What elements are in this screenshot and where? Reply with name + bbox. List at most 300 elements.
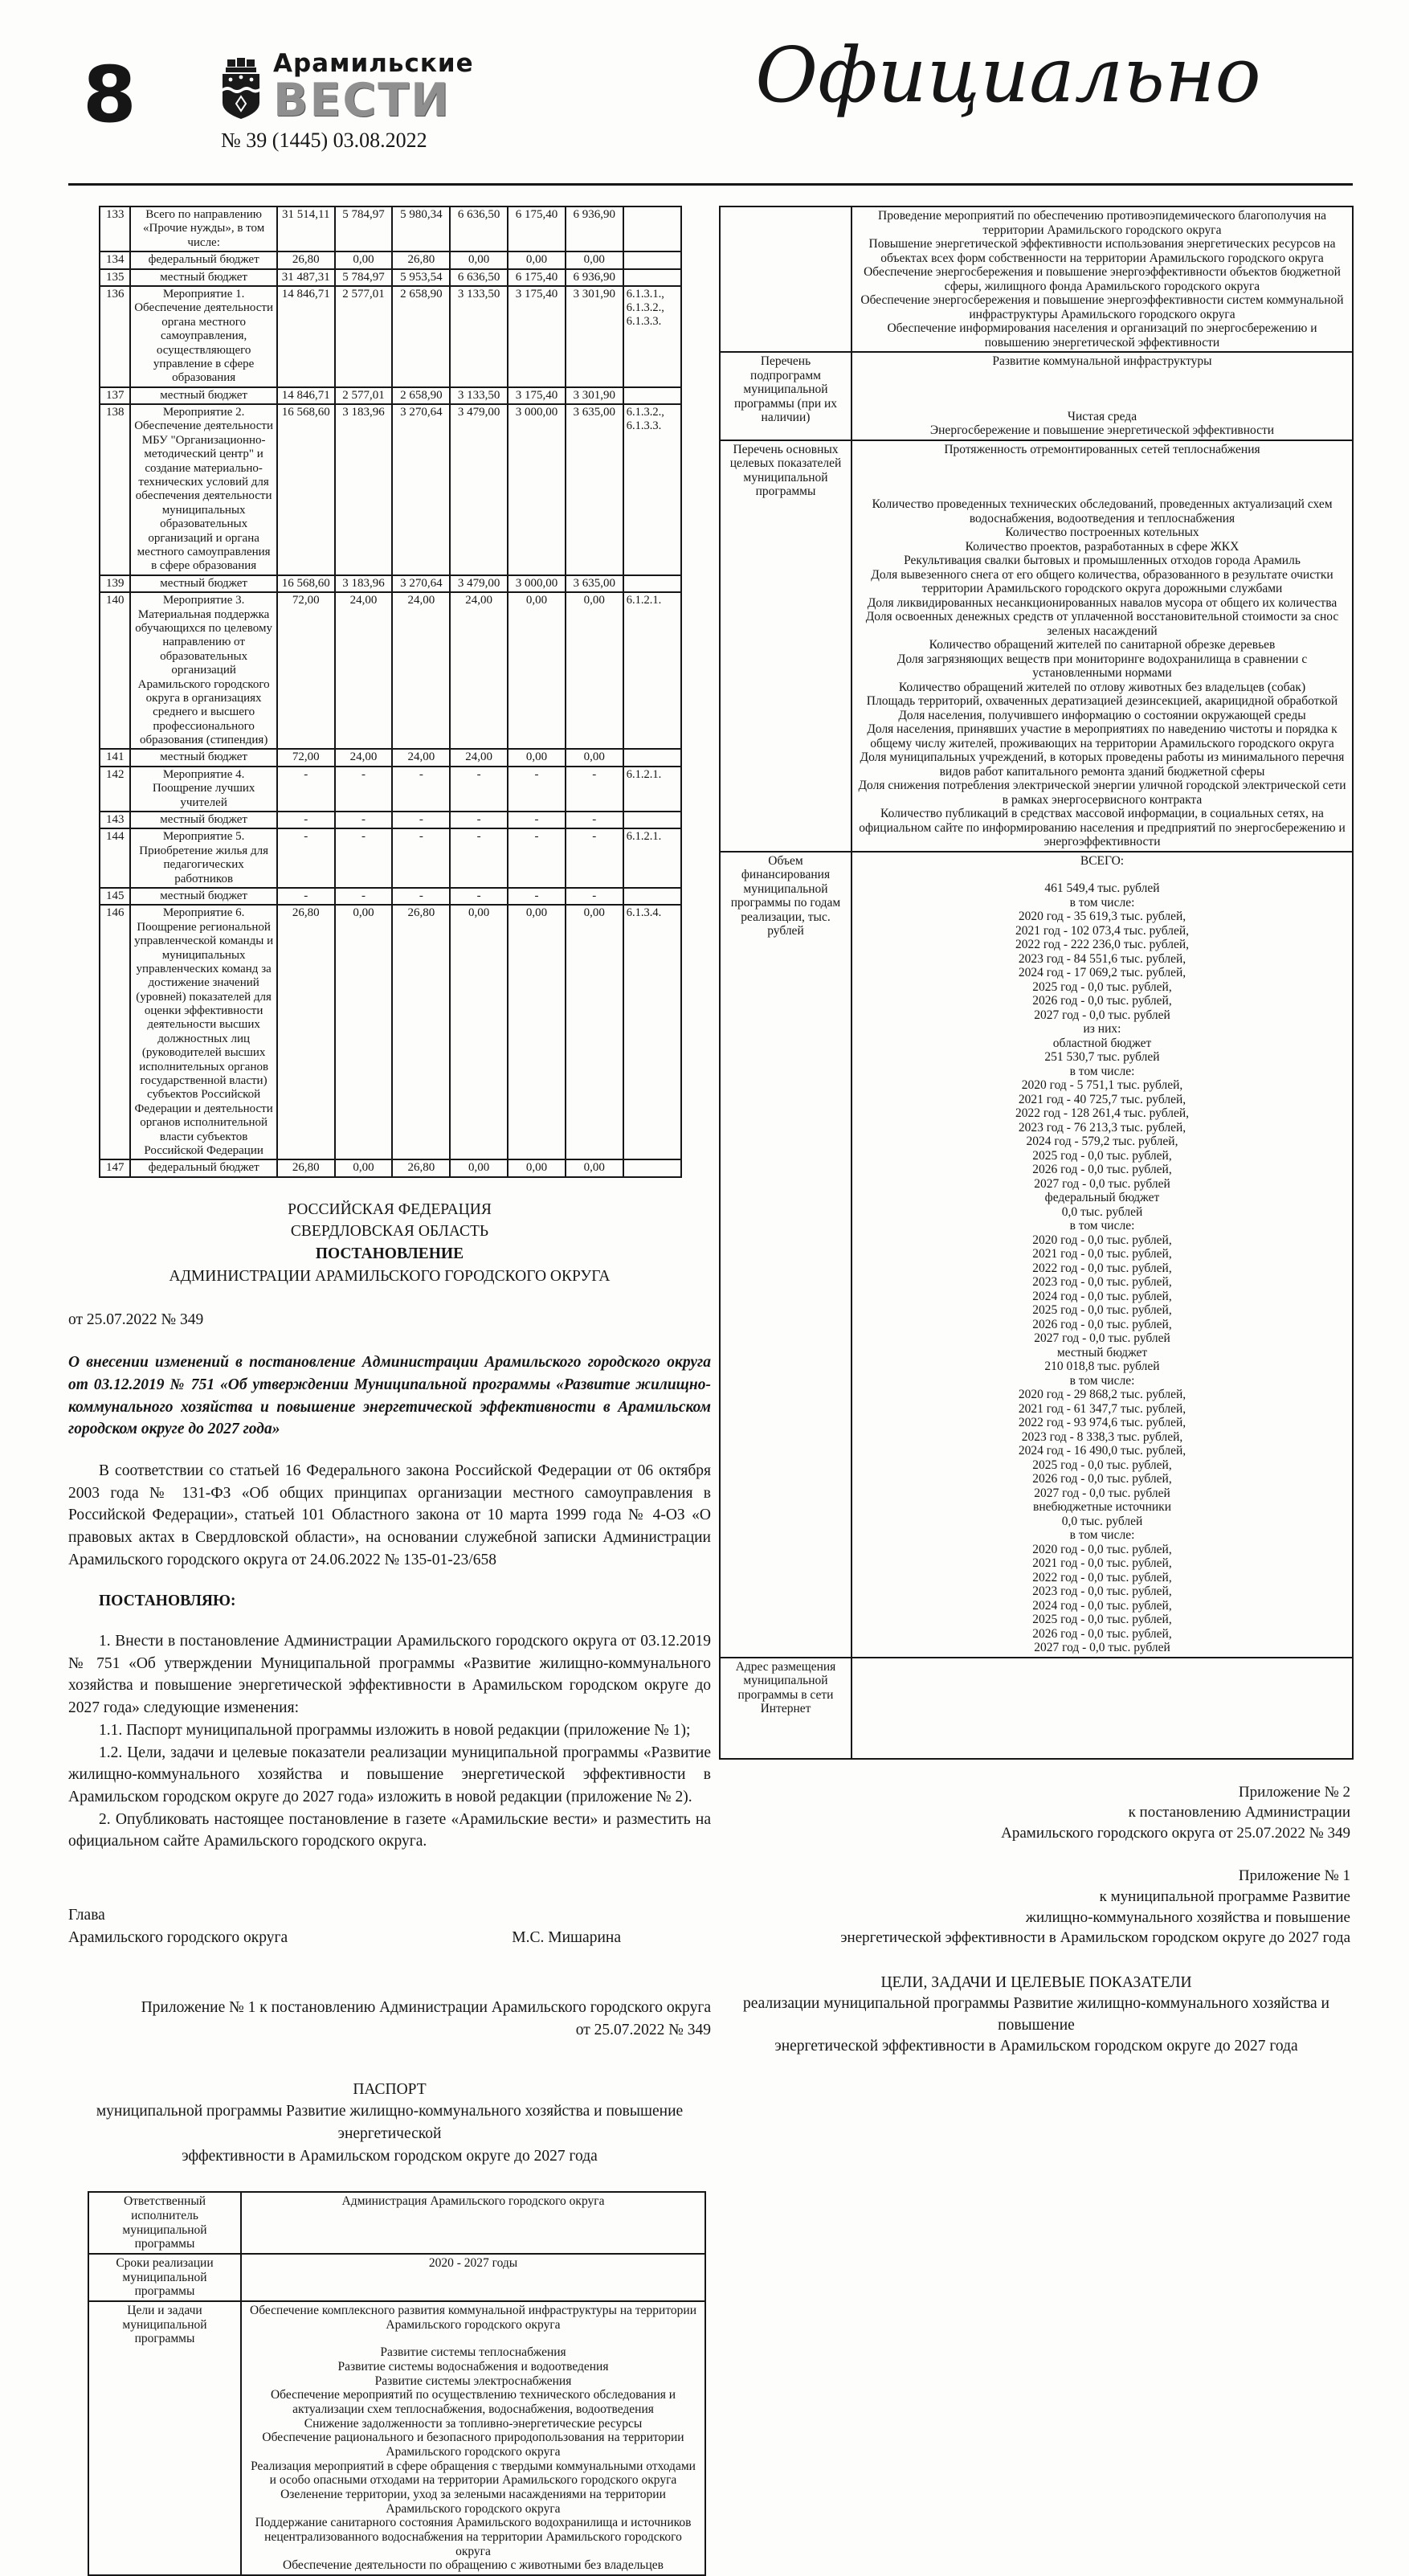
goal-item: Обеспечение энергосбережения и повышение энергоэффективности объектов бюджетной сферы, жилищного фонда Арамильского городского округа	[864, 265, 1341, 293]
value-cell: -	[566, 812, 623, 828]
financing-line: ВСЕГО:	[1080, 853, 1125, 868]
row-description-cell: местный бюджет	[130, 269, 276, 286]
goal-item: Проведение мероприятий по обеспечению противоэпидемического благополучия на территории Арамильского городского округа	[878, 209, 1326, 237]
financing-line: 2025 год - 0,0 тыс. рублей,	[1032, 979, 1172, 994]
value-cell: 0,00	[335, 905, 393, 1159]
financing-line: 2027 год - 0,0 тыс. рублей	[1034, 1641, 1170, 1654]
goals-heading	[719, 1973, 1354, 2057]
value-cell: 72,00	[277, 592, 335, 749]
value-cell: 24,00	[450, 592, 508, 749]
row-description-cell: местный бюджет	[130, 749, 276, 766]
indicator-item: Количество обращений жителей по отлову животных без владельцев (собак)	[898, 680, 1306, 694]
value-cell: 5 784,97	[335, 269, 393, 286]
table-row	[100, 749, 681, 766]
label-cell: Адрес размещения муниципальной программы в сети Интернет	[720, 1658, 852, 1759]
row-description-cell: Мероприятие 6. Поощрение региональной управленческой команды и муниципальных управленческих команд за достижение значений (уровней) показателей для оценки эффективности деятельности высших должностных лиц (руководителей высших исполнительных органов государственной власти) субъектов Российской Федерации и деятельности органов исполнительной власти субъектов Российской Федерации	[130, 905, 276, 1159]
value-cell: -	[277, 767, 335, 812]
financing-line: 2020 год - 0,0 тыс. рублей,	[1032, 1542, 1172, 1556]
value-cell: 0,00	[450, 251, 508, 268]
indicator-item: Количество обращений жителей по санитарной обрезке деревьев	[929, 638, 1276, 652]
financing-line: 2025 год - 0,0 тыс. рублей,	[1032, 1613, 1172, 1626]
row-number-cell: 135	[100, 269, 130, 286]
value-cell: 5 953,54	[392, 269, 450, 286]
code-cell	[623, 749, 681, 766]
goal-item: Озеленение территории, уход за зелеными насаждениями на территории Арамильского городского округа	[280, 2487, 666, 2516]
row-number-cell: 136	[100, 286, 130, 387]
goal-item: Обеспечение энергосбережения и повышение энергоэффективности систем коммунальной инфраструктуры Арамильского городского округа	[860, 293, 1344, 321]
subprogram-item	[857, 382, 1347, 396]
value-cell: 2 658,90	[392, 387, 450, 404]
financing-line: 2026 год - 0,0 тыс. рублей,	[1032, 1472, 1172, 1486]
newspaper-name-top: Арамильские	[273, 49, 474, 78]
financing-line: 2022 год - 0,0 тыс. рублей,	[1032, 1261, 1172, 1275]
row-number-cell: 147	[100, 1159, 130, 1176]
row-number-cell: 139	[100, 575, 130, 592]
page-content	[68, 206, 1354, 2576]
code-cell: 6.1.2.1.	[623, 767, 681, 812]
financing-line: 251 530,7 тыс. рублей	[1044, 1050, 1160, 1064]
row-number-cell: 137	[100, 387, 130, 404]
subprogram-item: Энергосбережение и повышение энергетической эффективности	[929, 423, 1275, 437]
label-cell: Объем финансирования муниципальной программы по годам реализации, тыс. рублей	[720, 852, 852, 1658]
code-cell	[623, 251, 681, 268]
passport-subheading: муниципальной программы Развитие жилищно-коммунального хозяйства и повышение энергетической эффективности в Арамильском городском округе до 2027 года	[96, 2103, 684, 2165]
value-cell: 2020 - 2027 годы	[241, 2254, 705, 2301]
value-cell: 0,00	[508, 1159, 566, 1176]
code-cell: 6.1.2.1.	[623, 828, 681, 888]
value-cell: 26,80	[277, 905, 335, 1159]
authority-line: АДМИНИСТРАЦИИ АРАМИЛЬСКОГО ГОРОДСКОГО ОКРУГА	[169, 1267, 611, 1285]
resolution-document	[68, 1199, 711, 2168]
code-cell: 6.1.2.1.	[623, 592, 681, 749]
financing-line: 2022 год - 128 261,4 тыс. рублей,	[1015, 1106, 1190, 1120]
financing-line: 2023 год - 8 338,3 тыс. рублей,	[1021, 1429, 1183, 1444]
indicator-item: Протяженность отремонтированных сетей теплоснабжения	[944, 442, 1260, 456]
value-cell: -	[335, 828, 393, 888]
value-cell: 3 270,64	[392, 575, 450, 592]
newspaper-logo	[273, 49, 474, 127]
value-cell: -	[335, 812, 393, 828]
goal-item: Обеспечение деятельности по обращению с животными без владельцев	[283, 2558, 664, 2573]
row-description-cell: местный бюджет	[130, 387, 276, 404]
financing-line: 2027 год - 0,0 тыс. рублей	[1034, 1008, 1170, 1022]
indicator-item	[857, 470, 1347, 484]
value-cell: -	[450, 812, 508, 828]
value-cell: 3 635,00	[566, 575, 623, 592]
indicator-item: Доля населения, принявших участие в мероприятиях по наведению чистоты и порядка к общему числу жителей, проживающих на территории Арамильского городского округа	[867, 722, 1338, 750]
coat-of-arms-icon	[219, 58, 263, 123]
label-cell: Перечень подпрограмм муниципальной программы (при их наличии)	[720, 352, 852, 440]
decree-word: ПОСТАНОВЛЯЮ:	[99, 1593, 236, 1610]
financing-line: 2020 год - 35 619,3 тыс. рублей,	[1018, 910, 1186, 923]
financing-line: в том числе:	[1069, 1219, 1135, 1233]
newspaper-name-bottom: ВЕСТИ	[273, 74, 451, 127]
financing-line: в том числе:	[1069, 1064, 1135, 1078]
value-cell: 16 568,60	[277, 404, 335, 575]
value-cell: 6 636,50	[450, 269, 508, 286]
value-cell: 3 183,96	[335, 404, 393, 575]
value-cell: 3 175,40	[508, 387, 566, 404]
financing-line: 2026 год - 0,0 тыс. рублей,	[1032, 994, 1172, 1008]
value-cell: 0,00	[450, 1159, 508, 1176]
financing-line: 2024 год - 0,0 тыс. рублей,	[1032, 1598, 1172, 1613]
financing-line: 2026 год - 0,0 тыс. рублей,	[1032, 1163, 1172, 1176]
row-description-cell: Мероприятие 2. Обеспечение деятельности МБУ "Организационно-методический центр" и создание материально-технических условий для обеспечения деятельности муниципальных образовательных организаций и органа местного самоуправления в сфере образования	[130, 404, 276, 575]
value-cell	[852, 206, 1353, 352]
goal-item: Обеспечение рационального и безопасного природопользования на территории Арамильского городского округа	[262, 2431, 684, 2459]
indicator-item: Доля муниципальных учреждений, в которых проведены работы из минимального перечня видов работ капитального ремонта зданий бюджетной сферы	[860, 750, 1345, 779]
table-row	[720, 206, 1353, 352]
indicator-item: Доля загрязняющих веществ при мониторинге водохранилища в сравнении с установленными нормами	[896, 652, 1308, 680]
row-description-cell: Мероприятие 5. Приобретение жилья для педагогических работников	[130, 828, 276, 888]
masthead	[68, 31, 1353, 182]
financing-line: 2020 год - 0,0 тыс. рублей,	[1032, 1233, 1172, 1247]
financing-line: внебюджетные источники	[1033, 1500, 1171, 1514]
value-cell: 3 133,50	[450, 387, 508, 404]
goal-item: Развитие системы теплоснабжения	[380, 2345, 566, 2360]
row-description-cell: местный бюджет	[130, 888, 276, 905]
financing-line: из них:	[1083, 1022, 1121, 1036]
value-cell: -	[508, 888, 566, 905]
table-row	[88, 2254, 705, 2301]
value-cell: 26,80	[277, 251, 335, 268]
financing-line: 2025 год - 0,0 тыс. рублей,	[1032, 1148, 1172, 1163]
row-description-cell: Мероприятие 4. Поощрение лучших учителей	[130, 767, 276, 812]
value-cell: 0,00	[566, 905, 623, 1159]
value-cell: 14 846,71	[277, 387, 335, 404]
value-cell: -	[450, 888, 508, 905]
financing-line: 2021 год - 40 725,7 тыс. рублей,	[1018, 1092, 1186, 1106]
right-column	[719, 206, 1354, 2576]
table-row	[88, 2192, 705, 2254]
subprogram-item: Чистая среда	[1067, 409, 1137, 423]
row-description-cell: Всего по направлению «Прочие нужды», в том числе:	[130, 206, 276, 251]
financing-line: 2020 год - 5 751,1 тыс. рублей,	[1021, 1078, 1183, 1092]
table-row	[720, 440, 1353, 852]
indicator-item: Количество проведенных технических обследований, проведенных актуализаций схем водоснабжения, водоотведения и теплоснабжения	[872, 497, 1333, 525]
table-row	[100, 828, 681, 888]
value-cell: -	[508, 767, 566, 812]
signer-name: М.С. Мишарина	[512, 1928, 621, 1946]
reference-line: жилищно-коммунального хозяйства и повышение	[1025, 1908, 1350, 1926]
indicator-item	[857, 484, 1347, 497]
doc-preamble: В соответствии со статьей 16 Федерального закона Российской Федерации от 06 октября 2003 года № 131-ФЗ «Об общих принципах организации местного самоуправления в Российской Федерации», статьей 101 Областного закона от 10 марта 1999 года № 4-ОЗ «О правовых актах в Свердловской области», на основании служебной записки Администрации Арамильского городского округа от 24.06.2022 № 135-01-23/658	[68, 1462, 711, 1568]
value-cell: -	[335, 767, 393, 812]
passport-table-left	[88, 2191, 706, 2575]
financing-line: 2027 год - 0,0 тыс. рублей	[1034, 1176, 1170, 1191]
financing-line: 2026 год - 0,0 тыс. рублей,	[1032, 1317, 1172, 1331]
goal-item: Обеспечение комплексного развития коммунальной инфраструктуры на территории Арамильского городского округа	[250, 2304, 696, 2332]
doc-type-line: ПОСТАНОВЛЕНИЕ	[315, 1245, 464, 1263]
decree-item: 1.2. Цели, задачи и целевые показатели реализации муниципальной программы «Развитие жилищно-коммунального хозяйства и повышение энергетической эффективности в Арамильском городском округе до 2027 года» изложить в новой редакции (приложение № 2).	[68, 1744, 711, 1805]
financing-line: 2023 год - 0,0 тыс. рублей,	[1032, 1275, 1172, 1289]
value-cell: 26,80	[392, 251, 450, 268]
financing-line: федеральный бюджет	[1044, 1191, 1160, 1204]
doc-date-line: от 25.07.2022 № 349	[68, 1310, 204, 1328]
financing-line: 0,0 тыс. рублей	[1061, 1204, 1143, 1219]
code-cell	[623, 1159, 681, 1176]
value-cell: -	[392, 828, 450, 888]
indicator-item: Доля освоенных денежных средств от уплаченной восстановительной стоимости за снос зеленых насаждений	[865, 610, 1339, 638]
value-cell: 0,00	[508, 905, 566, 1159]
row-description-cell: местный бюджет	[130, 575, 276, 592]
table-row	[100, 206, 681, 251]
value-cell: 31 487,31	[277, 269, 335, 286]
left-column	[68, 206, 711, 2576]
section-title: Официально	[755, 31, 1261, 120]
value-cell: 2 658,90	[392, 286, 450, 387]
table-row	[100, 251, 681, 268]
issue-number: № 39 (1445) 03.08.2022	[221, 129, 427, 152]
region-line: СВЕРДЛОВСКАЯ ОБЛАСТЬ	[290, 1223, 489, 1241]
value-cell-empty	[852, 1658, 1353, 1759]
row-number-cell: 140	[100, 592, 130, 749]
indicator-item: Доля вывезенного снега от его общего количества, образованного в результате очистки территории Арамильского городского округа дорожными службами	[871, 567, 1333, 595]
decree-item: 1.1. Паспорт муниципальной программы изложить в новой редакции (приложение № 1);	[99, 1721, 691, 1739]
table-row	[100, 888, 681, 905]
financing-line: 2022 год - 0,0 тыс. рублей,	[1032, 1570, 1172, 1584]
table-row	[100, 767, 681, 812]
table-row	[100, 905, 681, 1159]
financing-line: 2020 год - 29 868,2 тыс. рублей,	[1018, 1388, 1186, 1401]
financing-line: 2024 год - 0,0 тыс. рублей,	[1032, 1289, 1172, 1303]
value-cell: Администрация Арамильского городского округа	[241, 2192, 705, 2254]
indicator-item: Доля снижения потребления электрической энергии уличной городской электрической сети в рамках энергосервисного контракта	[858, 779, 1346, 807]
value-cell: 3 000,00	[508, 575, 566, 592]
value-cell: 2 577,01	[335, 387, 393, 404]
value-cell: -	[566, 888, 623, 905]
table-row	[720, 352, 1353, 440]
value-cell: -	[392, 888, 450, 905]
financing-line	[857, 868, 1347, 881]
row-number-cell: 144	[100, 828, 130, 888]
value-cell: -	[450, 828, 508, 888]
value-cell: 14 846,71	[277, 286, 335, 387]
financing-line: 2023 год - 84 551,6 тыс. рублей,	[1018, 951, 1186, 966]
value-cell: 0,00	[508, 749, 566, 766]
table-row	[100, 387, 681, 404]
value-cell: -	[277, 888, 335, 905]
indicator-item: Количество публикаций в средствах массовой информации, в социальных сетях, на официальном сайте по информированию населения и предприятий по энергосбережению и энергоэффективности	[859, 807, 1346, 848]
financing-line: в том числе:	[1069, 1528, 1135, 1542]
value-cell: 0,00	[566, 592, 623, 749]
value-cell: -	[277, 812, 335, 828]
value-cell: 6 936,90	[566, 206, 623, 251]
value-cell: 0,00	[566, 749, 623, 766]
value-cell: 6 636,50	[450, 206, 508, 251]
value-cell: 72,00	[277, 749, 335, 766]
row-description-cell: местный бюджет	[130, 812, 276, 828]
label-cell: Ответственный исполнитель муниципальной программы	[88, 2192, 241, 2254]
signature-block	[68, 1904, 711, 1948]
value-cell: 0,00	[335, 251, 393, 268]
value-cell: 6 175,40	[508, 269, 566, 286]
row-description-cell: федеральный бюджет	[130, 1159, 276, 1176]
reference-line: Арамильского городского округа от 25.07.2022 № 349	[1001, 1824, 1350, 1842]
goal-item: Реализация мероприятий в сфере обращения с твердыми коммунальными отходами и особо опасными отходами на территории Арамильского городского округа	[251, 2459, 696, 2488]
value-cell: 0,00	[335, 1159, 393, 1176]
country-line: РОССИЙСКАЯ ФЕДЕРАЦИЯ	[288, 1200, 492, 1218]
financing-line: 461 549,4 тыс. рублей	[1044, 881, 1160, 895]
value-cell: 0,00	[566, 1159, 623, 1176]
value-cell: 24,00	[450, 749, 508, 766]
value-cell: 3 000,00	[508, 404, 566, 575]
label-cell-empty	[720, 206, 852, 352]
value-cell: 3 175,40	[508, 286, 566, 387]
label-cell: Перечень основных целевых показателей муниципальной программы	[720, 440, 852, 852]
subprogram-item	[857, 369, 1347, 382]
financing-line: 2022 год - 222 236,0 тыс. рублей,	[1015, 938, 1190, 951]
code-cell: 6.1.3.1., 6.1.3.2., 6.1.3.3.	[623, 286, 681, 387]
financing-line: областной бюджет	[1052, 1036, 1152, 1050]
table-row	[100, 812, 681, 828]
code-cell: 6.1.3.2., 6.1.3.3.	[623, 404, 681, 575]
indicator-item: Рекультивация свалки бытовых и промышленных отходов города Арамиль	[904, 554, 1301, 567]
financing-line: 0,0 тыс. рублей	[1061, 1514, 1143, 1528]
value-cell: 0,00	[566, 251, 623, 268]
financing-line: 2025 год - 0,0 тыс. рублей,	[1032, 1458, 1172, 1472]
indicator-item: Количество проектов, разработанных в сфере ЖКХ	[965, 539, 1240, 554]
value-cell: 2 577,01	[335, 286, 393, 387]
value-cell: 5 784,97	[335, 206, 393, 251]
indicator-item: Доля населения, получившего информацию о состоянии окружающей среды	[898, 708, 1306, 722]
financing-line: 2027 год - 0,0 тыс. рублей	[1034, 1331, 1170, 1345]
financing-line: 2025 год - 0,0 тыс. рублей,	[1032, 1303, 1172, 1317]
financing-line: 2026 год - 0,0 тыс. рублей,	[1032, 1626, 1172, 1641]
financing-line: 2021 год - 61 347,7 тыс. рублей,	[1018, 1401, 1186, 1416]
value-cell: 16 568,60	[277, 575, 335, 592]
table-row	[100, 575, 681, 592]
decree-item: 1. Внести в постановление Администрации Арамильского городского округа от 03.12.2019 № 751 «Об утверждении Муниципальной программы «Развитие жилищно-коммунального хозяйства и повышение энергетической эффективности в Арамильском городском округе до 2027 года» следующие изменения:	[68, 1633, 711, 1717]
row-number-cell: 133	[100, 206, 130, 251]
value-cell: -	[566, 767, 623, 812]
financing-line: 210 018,8 тыс. рублей	[1044, 1360, 1160, 1373]
value-cell: 3 270,64	[392, 404, 450, 575]
financing-line: в том числе:	[1069, 1373, 1135, 1388]
value-cell: 3 301,90	[566, 286, 623, 387]
value-cell: 24,00	[392, 749, 450, 766]
table-row	[100, 1159, 681, 1176]
value-cell: 3 133,50	[450, 286, 508, 387]
signer-role: Глава Арамильского городского округа	[68, 1906, 288, 1946]
financing-line: 2023 год - 76 213,3 тыс. рублей,	[1018, 1120, 1186, 1135]
value-cell: -	[392, 812, 450, 828]
value-cell	[852, 440, 1353, 852]
subprogram-item: Развитие коммунальной инфраструктуры	[992, 354, 1212, 368]
value-cell: -	[335, 888, 393, 905]
financing-line: 2021 год - 0,0 тыс. рублей,	[1032, 1247, 1172, 1261]
label-cell: Сроки реализации муниципальной программы	[88, 2254, 241, 2301]
value-cell: -	[277, 828, 335, 888]
goal-item: Снижение задолженности за топливно-энергетические ресурсы	[304, 2416, 643, 2431]
code-cell	[623, 269, 681, 286]
row-description-cell: Мероприятие 3. Материальная поддержка обучающихся по целевому направлению от образовательных организаций Арамильского городского округа в организациях среднего и высшего профессионального образования (стипендия)	[130, 592, 276, 749]
appendix2-reference	[719, 1782, 1354, 1844]
table-row	[100, 404, 681, 575]
value-cell: 3 479,00	[450, 575, 508, 592]
value-cell	[241, 2301, 705, 2575]
table-row	[720, 1658, 1353, 1759]
code-cell	[623, 387, 681, 404]
subprogram-item	[857, 396, 1347, 410]
value-cell: 24,00	[335, 749, 393, 766]
goal-item	[246, 2332, 700, 2345]
financing-line: 2027 год - 0,0 тыс. рублей	[1034, 1486, 1170, 1500]
reference-line: к муниципальной программе Развитие	[1099, 1888, 1350, 1906]
header-divider	[68, 183, 1353, 186]
table-row	[100, 592, 681, 749]
goal-item: Развитие системы водоснабжения и водоотведения	[337, 2360, 609, 2374]
value-cell: 26,80	[392, 1159, 450, 1176]
goal-item: Поддержание санитарного состояния Арамильского водохранилища и источников нецентрализованного водоснабжения на территории Арамильского городского округа	[255, 2516, 692, 2558]
reference-line: энергетической эффективности в Арамильском городском округе до 2027 года	[840, 1929, 1350, 1947]
code-cell	[623, 575, 681, 592]
financing-line: местный бюджет	[1056, 1345, 1148, 1360]
goals-subtitle: реализации муниципальной программы Развитие жилищно-коммунального хозяйства и повышение	[743, 1995, 1329, 2034]
value-cell: 3 301,90	[566, 387, 623, 404]
financing-line: 2022 год - 93 974,6 тыс. рублей,	[1018, 1416, 1186, 1429]
financing-line: 2021 год - 0,0 тыс. рублей,	[1032, 1556, 1172, 1570]
value-cell: -	[508, 828, 566, 888]
financing-line: 2024 год - 17 069,2 тыс. рублей,	[1018, 966, 1186, 979]
value-cell: 5 980,34	[392, 206, 450, 251]
financing-line: 2021 год - 102 073,4 тыс. рублей,	[1015, 923, 1190, 938]
row-description-cell: Мероприятие 1. Обеспечение деятельности органа местного самоуправления, осуществляющего управление в сфере образования	[130, 286, 276, 387]
value-cell: -	[392, 767, 450, 812]
code-cell	[623, 812, 681, 828]
financing-line: 2024 год - 579,2 тыс. рублей,	[1026, 1135, 1178, 1148]
financing-line: 2023 год - 0,0 тыс. рублей,	[1032, 1584, 1172, 1598]
page-number: 8	[83, 50, 137, 140]
row-number-cell: 134	[100, 251, 130, 268]
value-cell: 6 936,90	[566, 269, 623, 286]
goal-item: Обеспечение мероприятий по осуществлению технического обследования и актуализации схем теплоснабжения, водоснабжения, водоотведения	[270, 2388, 676, 2416]
decree-item: 2. Опубликовать настоящее постановление в газете «Арамильские вести» и разместить на официальном сайте Арамильского городского округа.	[68, 1810, 711, 1850]
indicator-item: Площадь территорий, охваченных дератизацией дезинсекцией, акарицидной обработкой	[866, 694, 1338, 708]
row-number-cell: 141	[100, 749, 130, 766]
financing-line: 2024 год - 16 490,0 тыс. рублей,	[1018, 1444, 1186, 1458]
value-cell: 24,00	[392, 592, 450, 749]
table-row	[100, 286, 681, 387]
row-number-cell: 146	[100, 905, 130, 1159]
goals-title: ЦЕЛИ, ЗАДАЧИ И ЦЕЛЕВЫЕ ПОКАЗАТЕЛИ	[880, 1973, 1192, 1991]
value-cell: 26,80	[392, 905, 450, 1159]
row-number-cell: 138	[100, 404, 130, 575]
indicator-item: Количество построенных котельных	[1005, 525, 1199, 539]
value-cell: 3 479,00	[450, 404, 508, 575]
label-cell: Цели и задачи муниципальной программы	[88, 2301, 241, 2575]
appendix1-reference: Приложение № 1 к постановлению Администрации Арамильского городского округа от 25.07.2022 № 349	[141, 1999, 711, 2039]
value-cell: 0,00	[450, 905, 508, 1159]
row-number-cell: 145	[100, 888, 130, 905]
value-cell: -	[450, 767, 508, 812]
value-cell: 6 175,40	[508, 206, 566, 251]
goal-item: Повышение энергетической эффективности использования энергетических ресурсов на объектах всех форм собственности на территории Арамильского городского округа	[868, 237, 1336, 265]
code-cell	[623, 206, 681, 251]
goals-subtitle: энергетической эффективности в Арамильском городском округе до 2027 года	[774, 2037, 1298, 2055]
value-cell: 31 514,11	[277, 206, 335, 251]
goal-item: Обеспечение информирования населения и организаций по энергосбережению и повышению энергетической эффективности	[887, 321, 1317, 350]
row-description-cell: федеральный бюджет	[130, 251, 276, 268]
decree-items	[68, 1630, 711, 1853]
code-cell: 6.1.3.4.	[623, 905, 681, 1159]
row-number-cell: 143	[100, 812, 130, 828]
reference-line: Приложение № 2	[1238, 1783, 1350, 1801]
value-cell: 26,80	[277, 1159, 335, 1176]
value-cell	[852, 352, 1353, 440]
value-cell: 0,00	[508, 592, 566, 749]
doc-title: О внесении изменений в постановление Администрации Арамильского городского округа от 03.12.2019 № 751 «Об утверждении Муниципальной программы «Развитие жилищно-коммунального хозяйства и повышение энергетической эффективности в Арамильском городском округе до 2027 года»	[68, 1354, 711, 1438]
